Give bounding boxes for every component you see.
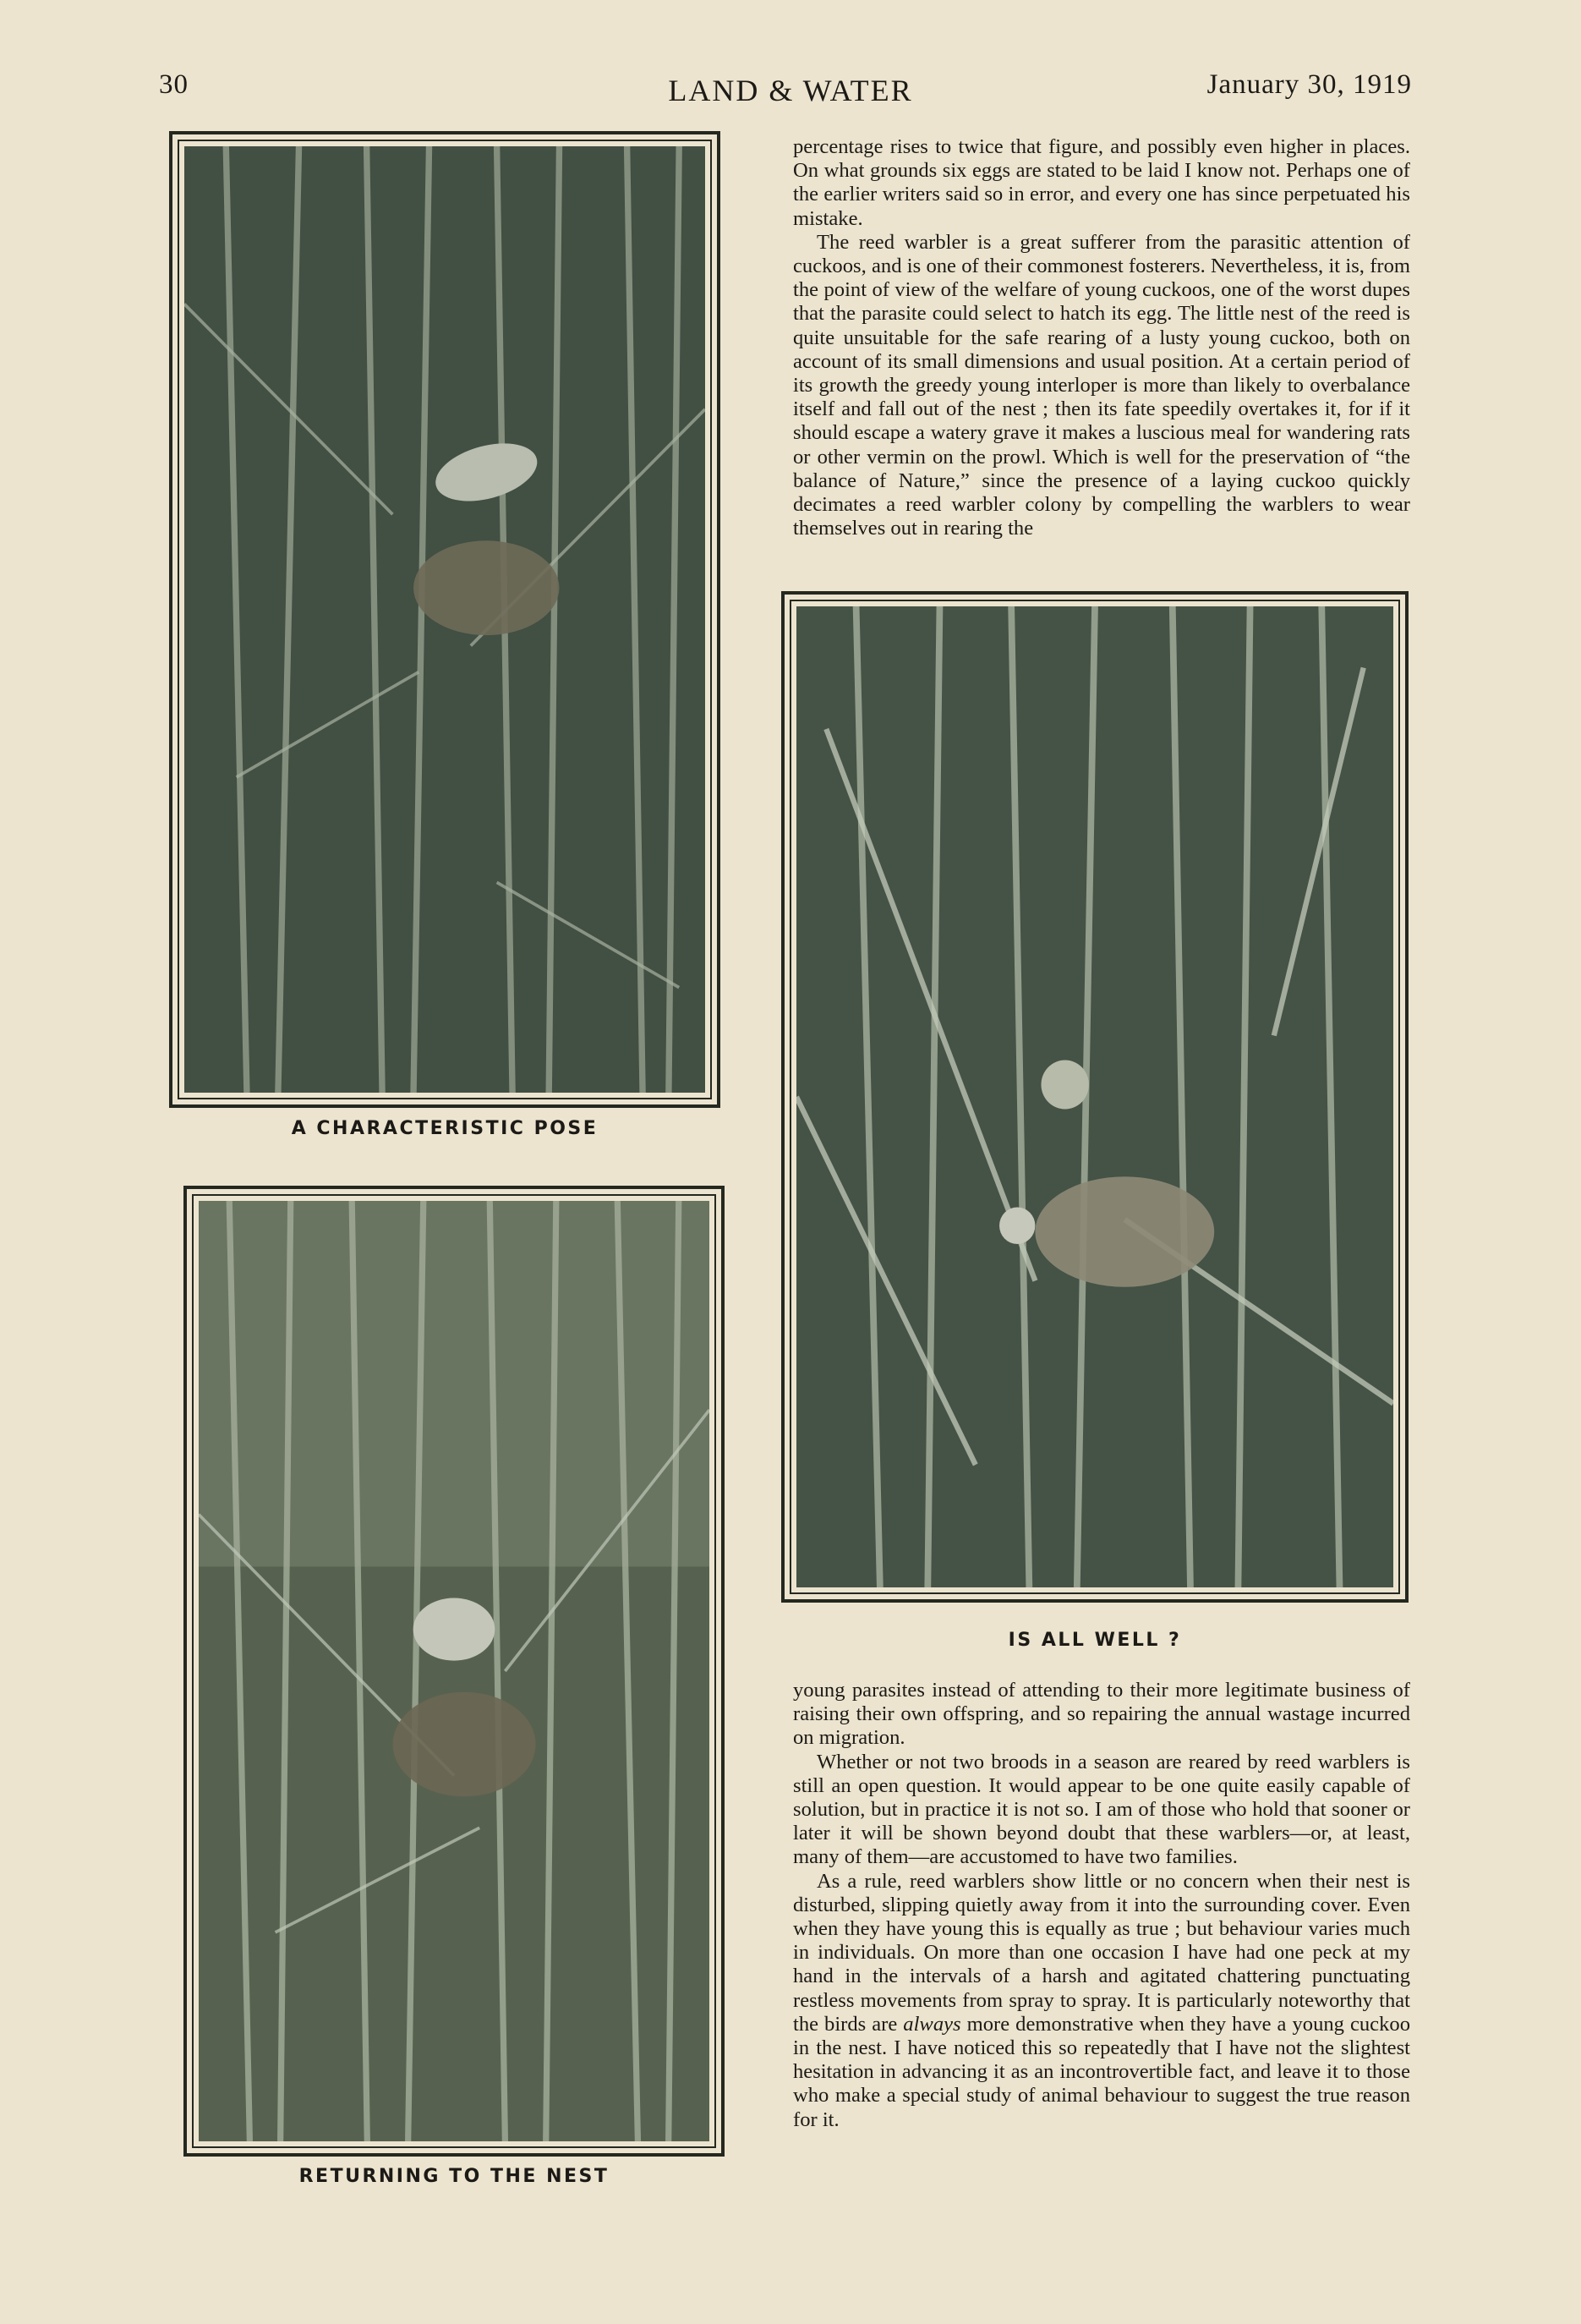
warbler-at-nest-photo bbox=[199, 1201, 709, 2141]
paragraph-text: As a rule, reed warblers show little or no concern when their nest is disturbed, slipping quietly away from it into the surrounding cover. Even when they have young this is equally as true ; but behaviour varies much in individuals. On more than one occasion I have had one peck at my hand in the intervals of a harsh and agitated chattering punctuating restless movements from spray to spray. It is particularly noteworthy that the birds are bbox=[793, 1869, 1410, 2036]
photo-returning-to-nest bbox=[183, 1186, 725, 2157]
paragraph: Whether or not two broods in a season are reared by reed warblers is still an open question. It would appear to be one quite easily capable of solution, but in practice it is not so. I am of those who hold that sooner or later it will be shown beyond doubt that these warblers—or, at least, many of them—are accustomed to have two families. bbox=[793, 1750, 1410, 1869]
paragraph-text: more demonstrative when they have a young cuckoo in the nest. I have noticed this so repeatedly that I have not the slightest hesitation in advancing it as an incontrovertible fact, and leave it to those who make a special study of animal behaviour to suggest the true reason for it. bbox=[793, 2012, 1410, 2131]
emphasis-text: always bbox=[903, 2012, 961, 2036]
caption-is-all-well: IS ALL WELL ? bbox=[1008, 1630, 1182, 1651]
photo-is-all-well bbox=[781, 591, 1409, 1603]
photo-characteristic-pose bbox=[169, 131, 720, 1108]
warblers-nest-photo bbox=[796, 606, 1393, 1587]
paragraph bbox=[793, 1870, 1410, 2132]
article-column-bottom bbox=[793, 1679, 1410, 2132]
issue-date: January 30, 1919 bbox=[1206, 69, 1412, 100]
page-number: 30 bbox=[159, 69, 189, 100]
publication-title: LAND & WATER bbox=[668, 74, 913, 107]
article-column-top bbox=[793, 135, 1410, 540]
paragraph: young parasites instead of attending to their more legitimate business of raising their own offspring, and so repairing the annual wastage incurred on migration. bbox=[793, 1679, 1410, 1750]
caption-characteristic-pose: A CHARACTERISTIC POSE bbox=[291, 1118, 599, 1139]
caption-returning-to-nest: RETURNING TO THE NEST bbox=[298, 2166, 610, 2187]
paragraph: The reed warbler is a great sufferer from the parasitic attention of cuckoos, and is one of their commonest fosterers. Nevertheless, it is, from the point of view of the welfare of young cuckoos, one of the worst dupes that the parasite could select to hatch its egg. The little nest of the reed is quite unsuitable for the safe rearing of a lusty young cuckoo, both on account of its small dimensions and usual position. At a certain period of its growth the greedy young interloper is more than likely to overbalance itself and fall out of the nest ; then its fate speedily overtakes it, for if it should escape a watery grave it makes a luscious meal for wandering rats or other vermin on the prowl. Which is well for the preservation of “the balance of Nature,” since the presence of a laying cuckoo quickly decimates a reed warbler colony by compelling the warblers to wear themselves out in rearing the bbox=[793, 230, 1410, 540]
reed-warbler-photo bbox=[184, 146, 705, 1093]
paragraph: percentage rises to twice that figure, and possibly even higher in places. On what grounds six eggs are stated to be laid I know not. Perhaps one of the earlier writers said so in error, and every one has since perpetuated his mistake. bbox=[793, 135, 1410, 230]
